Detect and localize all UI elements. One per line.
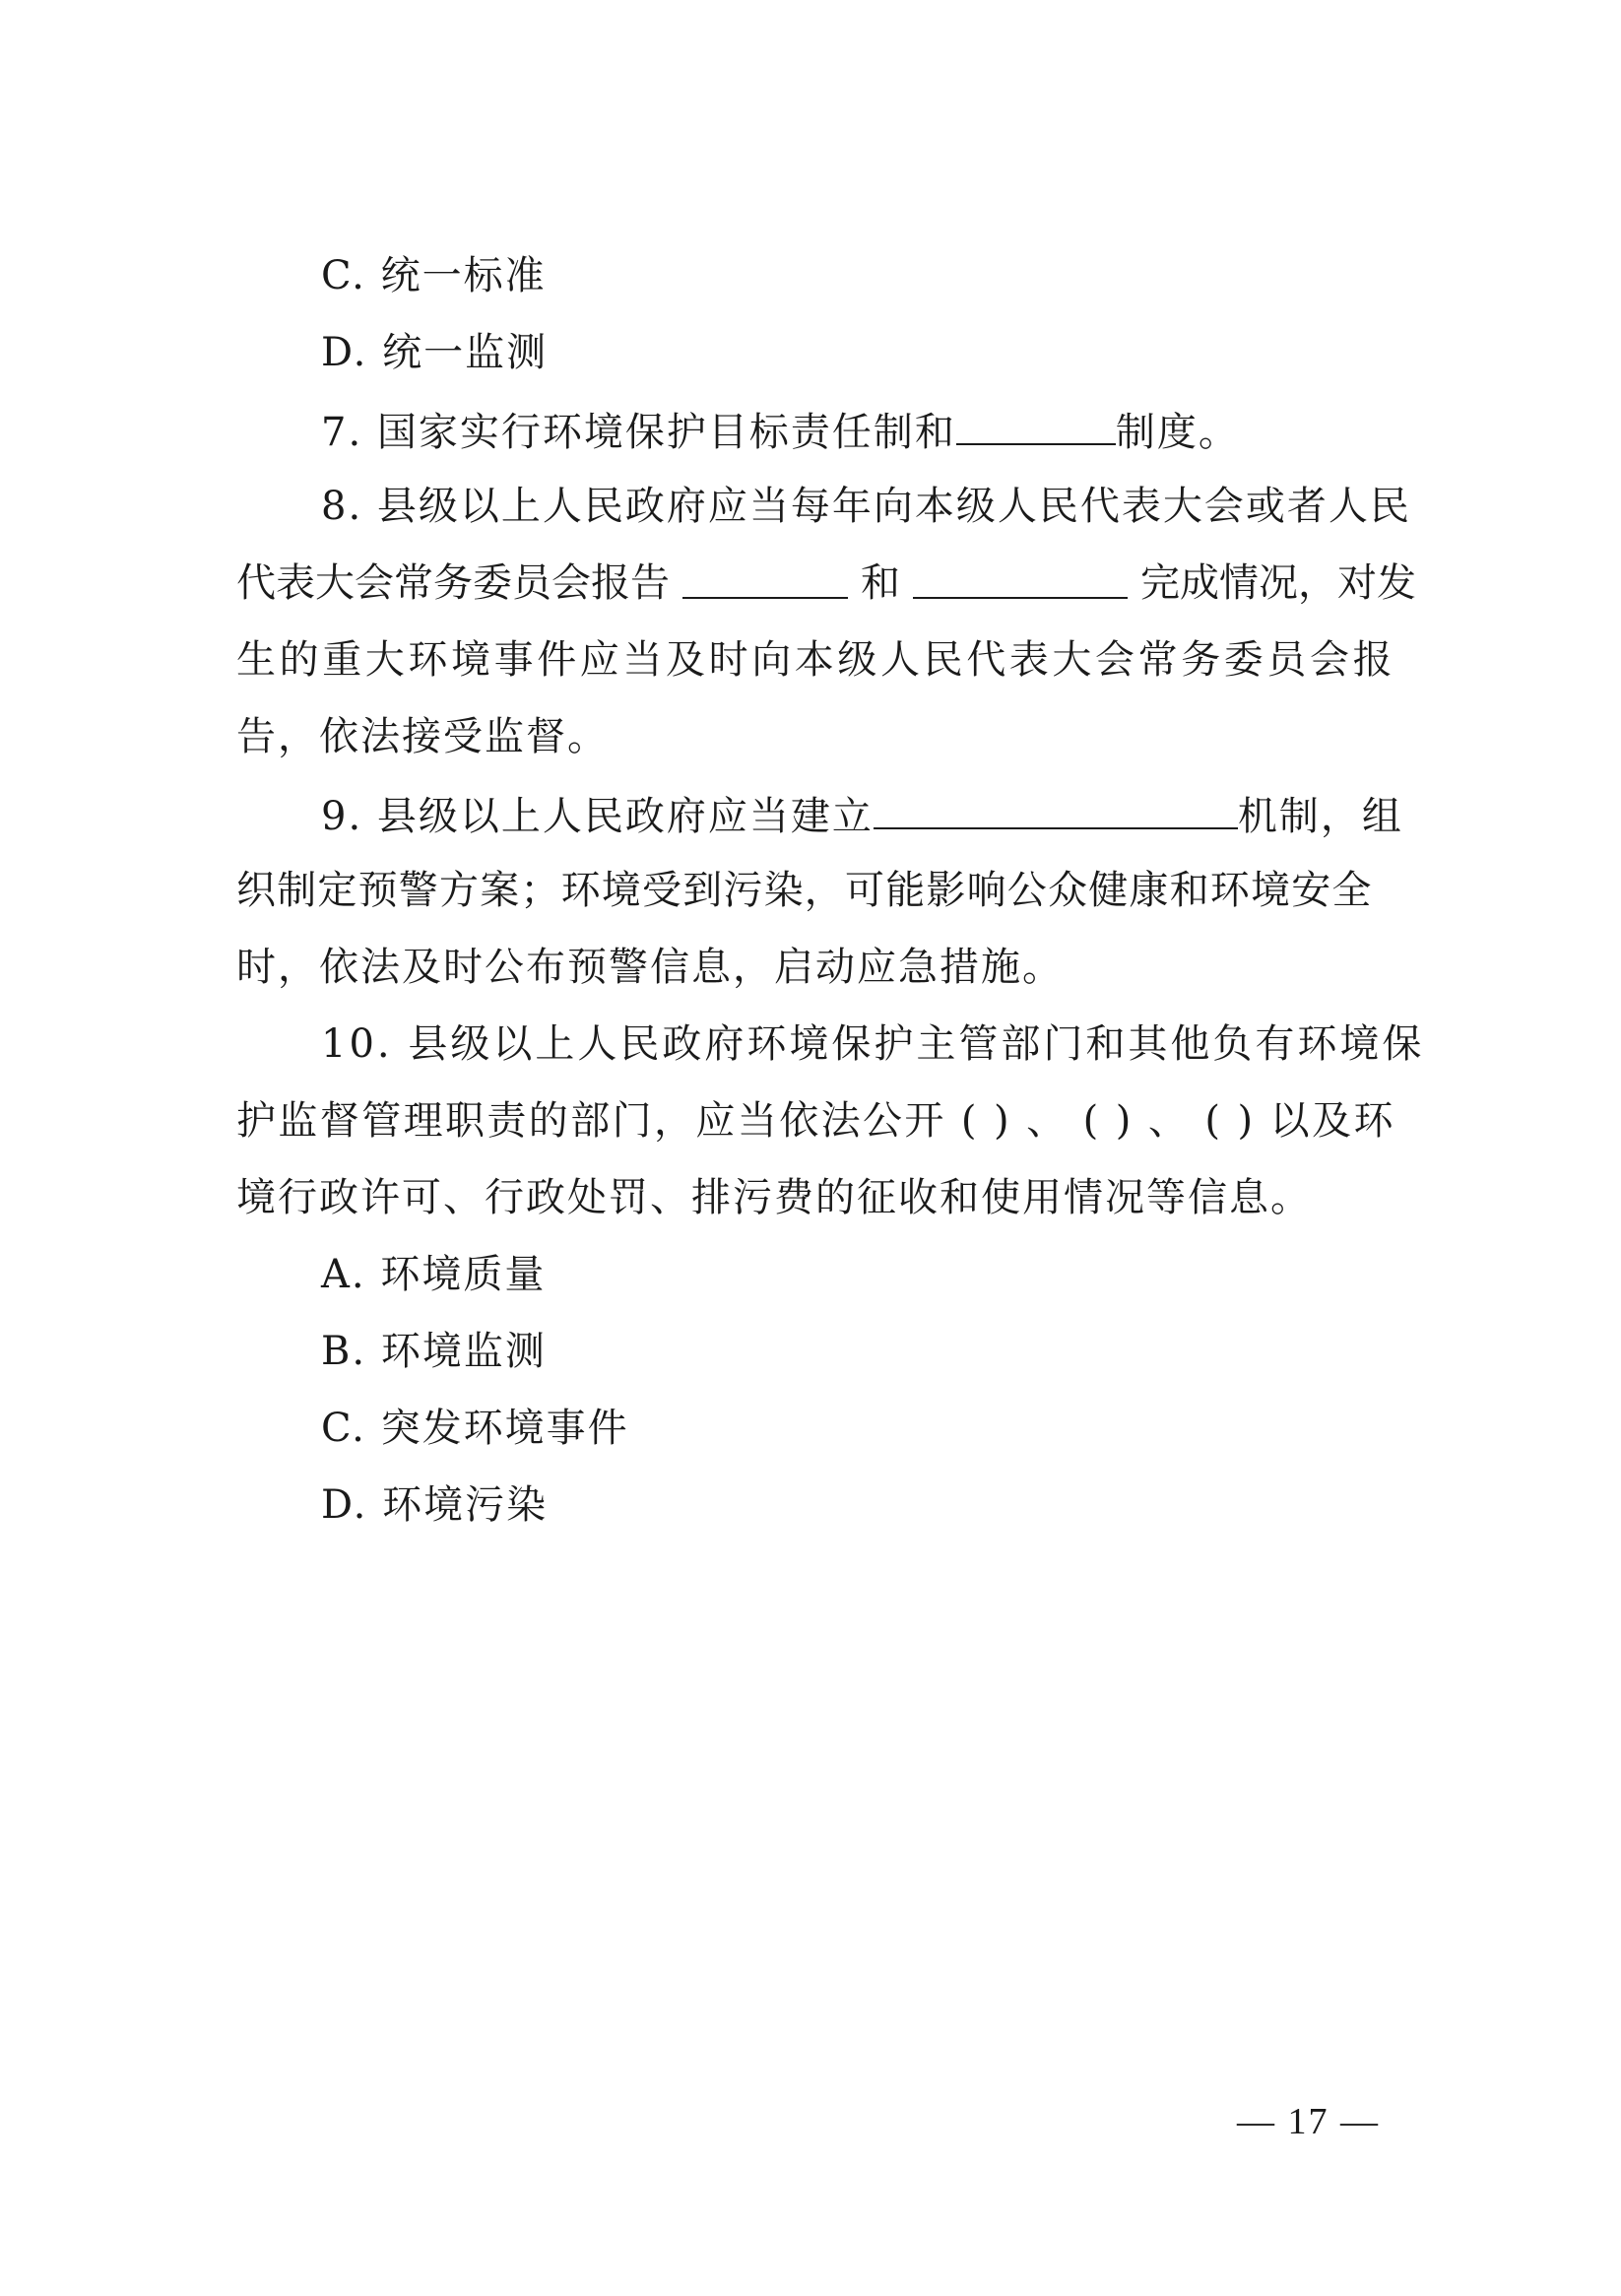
q7-text: [321, 406, 1240, 456]
q8-blank-2: [913, 559, 1128, 599]
q8-line-4: 告，依法接受监督。: [236, 714, 609, 759]
q6-option-c: C. 统一标准: [321, 253, 547, 298]
q9-line-2: 织制定预警方案；环境受到污染，可能影响公众健康和环境安全: [236, 868, 1373, 913]
q10-line-2: 护监督管理职责的部门，应当依法公开 ( ) 、 ( ) 、 ( ) 以及环: [236, 1098, 1395, 1144]
page-number: — 17 —: [1237, 2101, 1380, 2142]
q9-line-1-text-b: 机制，组: [1237, 794, 1403, 839]
q10-line-1: 10. 县级以上人民政府环境保护主管部门和其他负有环境保: [321, 1021, 1425, 1067]
q8-line-1: 8. 县级以上人民政府应当每年向本级人民代表大会或者人民: [321, 484, 1411, 529]
q8-line-2-text-c: 完成情况，对发: [1140, 560, 1416, 606]
q7-text-before: 7. 国家实行环境保护目标责任制和: [321, 410, 956, 455]
q7-text-after: 制度。: [1115, 410, 1240, 455]
q8-line-2: [236, 559, 1416, 607]
q8-line-2-text-a: 代表大会常务委员会报告: [236, 560, 670, 606]
q7-blank: [956, 406, 1116, 445]
q9-line-3: 时，依法及时公布预警信息，启动应急措施。: [236, 945, 1064, 990]
q6-option-d: D. 统一监测: [321, 330, 549, 375]
q9-line-1-text-a: 9. 县级以上人民政府应当建立: [321, 794, 874, 839]
q8-line-3: 生的重大环境事件应当及时向本级人民代表大会常务委员会报: [236, 637, 1396, 683]
q10-option-c: C. 突发环境事件: [321, 1406, 629, 1451]
q8-line-2-text-b: 和: [861, 560, 900, 606]
q10-option-b: B. 环境监测: [321, 1329, 547, 1374]
q10-line-3: 境行政许可、行政处罚、排污费的征收和使用情况等信息。: [236, 1175, 1312, 1220]
q9-blank: [874, 790, 1238, 829]
q10-option-a: A. 环境质量: [321, 1252, 547, 1297]
q8-blank-1: [682, 559, 848, 599]
q9-line-1: [321, 790, 1403, 840]
q10-option-d: D. 环境污染: [321, 1482, 549, 1528]
